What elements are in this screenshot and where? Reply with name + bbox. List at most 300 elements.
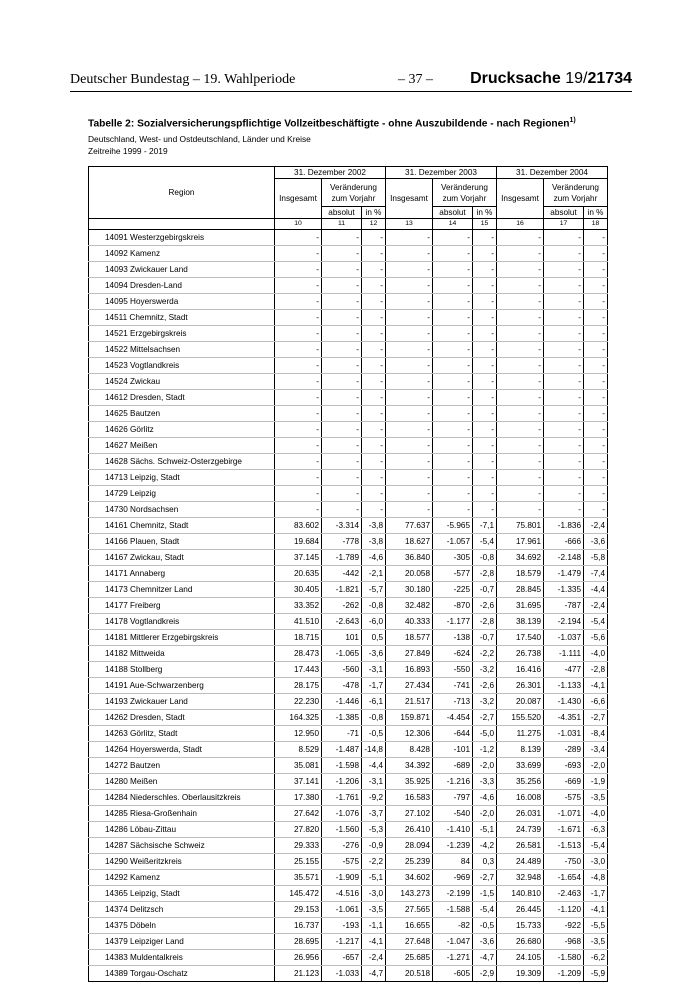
- value-cell: -477: [544, 662, 584, 678]
- value-cell: 20.518: [386, 966, 433, 982]
- value-cell: -: [433, 438, 473, 454]
- value-cell: -5,1: [362, 870, 386, 886]
- value-cell: -: [322, 486, 362, 502]
- value-cell: -: [584, 470, 608, 486]
- value-cell: -: [362, 310, 386, 326]
- region-cell: 14094 Dresden-Land: [89, 278, 275, 294]
- value-cell: -2.643: [322, 614, 362, 630]
- value-cell: 33.352: [275, 598, 322, 614]
- value-cell: -3,1: [362, 662, 386, 678]
- region-cell: 14612 Dresden, Stadt: [89, 390, 275, 406]
- value-cell: -: [386, 422, 433, 438]
- region-cell: 14374 Delitzsch: [89, 902, 275, 918]
- value-cell: -: [386, 310, 433, 326]
- value-cell: -: [544, 246, 584, 262]
- data-table: [88, 166, 608, 982]
- value-cell: -1.909: [322, 870, 362, 886]
- value-cell: -: [497, 326, 544, 342]
- page-header: [70, 70, 632, 92]
- value-cell: -: [497, 230, 544, 246]
- value-cell: 40.333: [386, 614, 433, 630]
- value-cell: 140.810: [497, 886, 544, 902]
- region-cell: 14522 Mittelsachsen: [89, 342, 275, 358]
- value-cell: -262: [322, 598, 362, 614]
- value-cell: -3,4: [584, 742, 608, 758]
- value-cell: -1,1: [362, 918, 386, 934]
- value-cell: -2.194: [544, 614, 584, 630]
- value-cell: -: [386, 230, 433, 246]
- value-cell: -1.479: [544, 566, 584, 582]
- value-cell: -101: [433, 742, 473, 758]
- value-cell: -: [433, 422, 473, 438]
- value-cell: -2,0: [584, 758, 608, 774]
- col-header-absolut: absolut: [322, 207, 362, 219]
- col-header-insgesamt: Insgesamt: [386, 179, 433, 219]
- value-cell: 17.380: [275, 790, 322, 806]
- value-cell: 33.699: [497, 758, 544, 774]
- value-cell: 25.155: [275, 854, 322, 870]
- value-cell: -: [497, 294, 544, 310]
- value-cell: -1,5: [473, 886, 497, 902]
- value-cell: 24.489: [497, 854, 544, 870]
- value-cell: -5,4: [584, 614, 608, 630]
- col-header-veraenderung: Veränderung zum Vorjahr: [322, 179, 386, 207]
- value-cell: -: [473, 502, 497, 518]
- value-cell: -1.513: [544, 838, 584, 854]
- value-cell: -713: [433, 694, 473, 710]
- value-cell: -: [275, 470, 322, 486]
- value-cell: -1.761: [322, 790, 362, 806]
- header-publication: Deutscher Bundestag – 19. Wahlperiode: [70, 72, 296, 87]
- value-cell: -4.351: [544, 710, 584, 726]
- header-doc-period: 19/: [565, 70, 588, 87]
- value-cell: -: [497, 454, 544, 470]
- value-cell: -4,7: [362, 966, 386, 982]
- value-cell: -689: [433, 758, 473, 774]
- value-cell: -: [584, 454, 608, 470]
- value-cell: -71: [322, 726, 362, 742]
- value-cell: -3,8: [362, 518, 386, 534]
- value-cell: 35.256: [497, 774, 544, 790]
- value-cell: -: [473, 422, 497, 438]
- value-cell: -: [544, 374, 584, 390]
- value-cell: -605: [433, 966, 473, 982]
- value-cell: -6,0: [362, 614, 386, 630]
- col-header-date-2004: 31. Dezember 2004: [497, 167, 608, 179]
- region-cell: 14626 Görlitz: [89, 422, 275, 438]
- value-cell: -305: [433, 550, 473, 566]
- table-row: [89, 694, 608, 710]
- value-cell: -9,2: [362, 790, 386, 806]
- value-cell: 35.571: [275, 870, 322, 886]
- value-cell: 26.301: [497, 678, 544, 694]
- value-cell: -778: [322, 534, 362, 550]
- value-cell: -: [322, 406, 362, 422]
- value-cell: -0,5: [362, 726, 386, 742]
- region-cell: 14524 Zwickau: [89, 374, 275, 390]
- value-cell: -870: [433, 598, 473, 614]
- value-cell: -: [584, 294, 608, 310]
- value-cell: -: [275, 406, 322, 422]
- value-cell: -: [322, 326, 362, 342]
- value-cell: 84: [433, 854, 473, 870]
- value-cell: -: [386, 246, 433, 262]
- value-cell: -: [275, 310, 322, 326]
- value-cell: -: [275, 502, 322, 518]
- col-header-date-2002: 31. Dezember 2002: [275, 167, 386, 179]
- value-cell: -1.216: [433, 774, 473, 790]
- value-cell: -575: [322, 854, 362, 870]
- value-cell: -624: [433, 646, 473, 662]
- region-cell: 14379 Leipziger Land: [89, 934, 275, 950]
- value-cell: -: [584, 406, 608, 422]
- value-cell: -: [497, 502, 544, 518]
- value-cell: 35.081: [275, 758, 322, 774]
- value-cell: -: [362, 502, 386, 518]
- value-cell: -4,4: [584, 582, 608, 598]
- value-cell: -1.487: [322, 742, 362, 758]
- value-cell: -: [433, 246, 473, 262]
- region-cell: 14730 Nordsachsen: [89, 502, 275, 518]
- value-cell: -1.560: [322, 822, 362, 838]
- value-cell: -: [322, 278, 362, 294]
- table-row: [89, 246, 608, 262]
- value-cell: 159.871: [386, 710, 433, 726]
- region-cell: 14178 Vogtlandkreis: [89, 614, 275, 630]
- table-row: [89, 886, 608, 902]
- value-cell: -138: [433, 630, 473, 646]
- value-cell: 28.845: [497, 582, 544, 598]
- value-cell: 20.058: [386, 566, 433, 582]
- value-cell: -: [362, 294, 386, 310]
- value-cell: 34.602: [386, 870, 433, 886]
- value-cell: -4,1: [584, 902, 608, 918]
- value-cell: -5.965: [433, 518, 473, 534]
- region-cell: 14093 Zwickauer Land: [89, 262, 275, 278]
- value-cell: -: [473, 278, 497, 294]
- value-cell: 17.443: [275, 662, 322, 678]
- value-cell: -: [584, 230, 608, 246]
- value-cell: -2.463: [544, 886, 584, 902]
- value-cell: -: [473, 438, 497, 454]
- value-cell: 17.540: [497, 630, 544, 646]
- value-cell: -1,9: [584, 774, 608, 790]
- value-cell: -1.836: [544, 518, 584, 534]
- value-cell: 31.695: [497, 598, 544, 614]
- value-cell: -: [544, 230, 584, 246]
- value-cell: 155.520: [497, 710, 544, 726]
- value-cell: -: [544, 422, 584, 438]
- value-cell: -1.789: [322, 550, 362, 566]
- region-cell: 14383 Muldentalkreis: [89, 950, 275, 966]
- value-cell: -: [497, 262, 544, 278]
- value-cell: -4.454: [433, 710, 473, 726]
- value-cell: -0,9: [362, 838, 386, 854]
- value-cell: 27.434: [386, 678, 433, 694]
- value-cell: -: [386, 374, 433, 390]
- value-cell: -575: [544, 790, 584, 806]
- value-cell: -: [386, 326, 433, 342]
- value-cell: 34.392: [386, 758, 433, 774]
- value-cell: 30.405: [275, 582, 322, 598]
- value-cell: -1.385: [322, 710, 362, 726]
- value-cell: -: [322, 438, 362, 454]
- value-cell: 0,5: [362, 630, 386, 646]
- value-cell: -1.410: [433, 822, 473, 838]
- value-cell: -: [433, 342, 473, 358]
- region-cell: 14285 Riesa-Großenhain: [89, 806, 275, 822]
- region-cell: 14287 Sächsische Schweiz: [89, 838, 275, 854]
- value-cell: 34.692: [497, 550, 544, 566]
- value-cell: -: [584, 278, 608, 294]
- value-cell: 41.510: [275, 614, 322, 630]
- value-cell: -14,8: [362, 742, 386, 758]
- value-cell: -0,8: [473, 550, 497, 566]
- value-cell: -1.821: [322, 582, 362, 598]
- value-cell: -478: [322, 678, 362, 694]
- table-row: [89, 966, 608, 982]
- value-cell: -1.209: [544, 966, 584, 982]
- value-cell: -1.580: [544, 950, 584, 966]
- value-cell: 15.733: [497, 918, 544, 934]
- value-cell: -: [275, 390, 322, 406]
- table-row: [89, 678, 608, 694]
- value-cell: -: [584, 502, 608, 518]
- value-cell: -: [584, 422, 608, 438]
- col-header-veraenderung: Veränderung zum Vorjahr: [433, 179, 497, 207]
- table-row: [89, 950, 608, 966]
- value-cell: -: [322, 294, 362, 310]
- table-subtitle-scope: Deutschland, West- und Ostdeutschland, Länder und Kreise: [88, 134, 311, 144]
- region-cell: 14511 Chemnitz, Stadt: [89, 310, 275, 326]
- value-cell: -: [322, 454, 362, 470]
- region-cell: 14182 Mittweida: [89, 646, 275, 662]
- col-header-insgesamt: Insgesamt: [275, 179, 322, 219]
- table-row: [89, 342, 608, 358]
- value-cell: -: [362, 438, 386, 454]
- value-cell: -: [584, 246, 608, 262]
- value-cell: -: [275, 230, 322, 246]
- table-row: [89, 518, 608, 534]
- value-cell: -: [473, 486, 497, 502]
- col-header-absolut: absolut: [433, 207, 473, 219]
- value-cell: -1.671: [544, 822, 584, 838]
- value-cell: -: [386, 278, 433, 294]
- value-cell: 16.655: [386, 918, 433, 934]
- col-number: 10: [275, 219, 322, 230]
- value-cell: -: [473, 470, 497, 486]
- col-header-absolut: absolut: [544, 207, 584, 219]
- value-cell: -: [473, 230, 497, 246]
- value-cell: -276: [322, 838, 362, 854]
- table-row: [89, 774, 608, 790]
- value-cell: 24.739: [497, 822, 544, 838]
- value-cell: 30.180: [386, 582, 433, 598]
- value-cell: -0,7: [473, 582, 497, 598]
- value-cell: -: [473, 454, 497, 470]
- value-cell: -3,2: [473, 662, 497, 678]
- region-cell: 14173 Chemnitzer Land: [89, 582, 275, 598]
- value-cell: -: [275, 486, 322, 502]
- value-cell: 16.583: [386, 790, 433, 806]
- col-header-veraenderung: Veränderung zum Vorjahr: [544, 179, 608, 207]
- value-cell: -5,4: [584, 838, 608, 854]
- value-cell: -3,6: [362, 646, 386, 662]
- value-cell: -5,8: [584, 550, 608, 566]
- value-cell: -577: [433, 566, 473, 582]
- value-cell: -1.047: [433, 934, 473, 950]
- header-doc-id: 21734: [587, 70, 632, 87]
- value-cell: -: [433, 310, 473, 326]
- value-cell: -5,5: [584, 918, 608, 934]
- value-cell: 36.840: [386, 550, 433, 566]
- value-cell: 20.087: [497, 694, 544, 710]
- value-cell: -: [362, 358, 386, 374]
- value-cell: -: [362, 390, 386, 406]
- value-cell: -: [544, 438, 584, 454]
- col-number: 16: [497, 219, 544, 230]
- col-header-date-2003: 31. Dezember 2003: [386, 167, 497, 179]
- value-cell: -: [473, 246, 497, 262]
- value-cell: -: [275, 262, 322, 278]
- value-cell: -: [322, 374, 362, 390]
- value-cell: 0,3: [473, 854, 497, 870]
- table-row: [89, 614, 608, 630]
- region-cell: 14166 Plauen, Stadt: [89, 534, 275, 550]
- value-cell: -: [362, 262, 386, 278]
- value-cell: -1.446: [322, 694, 362, 710]
- value-cell: 37.145: [275, 550, 322, 566]
- table-row: [89, 326, 608, 342]
- value-cell: -: [275, 358, 322, 374]
- value-cell: 26.445: [497, 902, 544, 918]
- value-cell: -: [275, 422, 322, 438]
- value-cell: -: [275, 374, 322, 390]
- value-cell: -: [497, 486, 544, 502]
- table-row: [89, 486, 608, 502]
- value-cell: 20.635: [275, 566, 322, 582]
- value-cell: -: [362, 230, 386, 246]
- value-cell: -: [386, 262, 433, 278]
- value-cell: 27.820: [275, 822, 322, 838]
- value-cell: 27.642: [275, 806, 322, 822]
- value-cell: -8,4: [584, 726, 608, 742]
- value-cell: -: [322, 390, 362, 406]
- region-cell: 14523 Vogtlandkreis: [89, 358, 275, 374]
- value-cell: -2,8: [473, 614, 497, 630]
- region-cell: 14521 Erzgebirgskreis: [89, 326, 275, 342]
- value-cell: -: [584, 390, 608, 406]
- col-number: 17: [544, 219, 584, 230]
- value-cell: -1.217: [322, 934, 362, 950]
- value-cell: -: [386, 454, 433, 470]
- value-cell: -1.177: [433, 614, 473, 630]
- value-cell: -: [433, 294, 473, 310]
- value-cell: -: [584, 262, 608, 278]
- region-cell: 14264 Hoyerswerda, Stadt: [89, 742, 275, 758]
- value-cell: -4,1: [362, 934, 386, 950]
- value-cell: 35.925: [386, 774, 433, 790]
- value-cell: -3,2: [473, 694, 497, 710]
- region-cell: 14290 Weißeritzkreis: [89, 854, 275, 870]
- value-cell: -: [386, 294, 433, 310]
- value-cell: 164.325: [275, 710, 322, 726]
- value-cell: -4,6: [362, 550, 386, 566]
- value-cell: -1.065: [322, 646, 362, 662]
- value-cell: 77.637: [386, 518, 433, 534]
- table-row: [89, 902, 608, 918]
- value-cell: -3.314: [322, 518, 362, 534]
- value-cell: -: [584, 326, 608, 342]
- value-cell: -4,0: [584, 806, 608, 822]
- value-cell: 8.529: [275, 742, 322, 758]
- value-cell: -2,9: [473, 966, 497, 982]
- table-row: [89, 646, 608, 662]
- value-cell: -3,8: [362, 534, 386, 550]
- value-cell: 16.416: [497, 662, 544, 678]
- value-cell: 19.309: [497, 966, 544, 982]
- table-row: [89, 454, 608, 470]
- value-cell: -1.057: [433, 534, 473, 550]
- value-cell: 26.581: [497, 838, 544, 854]
- table-row: [89, 550, 608, 566]
- region-cell: 14193 Zwickauer Land: [89, 694, 275, 710]
- value-cell: -: [386, 502, 433, 518]
- value-cell: -: [433, 390, 473, 406]
- value-cell: -: [473, 262, 497, 278]
- table-body: [89, 230, 608, 982]
- value-cell: -1.588: [433, 902, 473, 918]
- region-cell: 14091 Westerzgebirgskreis: [89, 230, 275, 246]
- value-cell: -: [473, 310, 497, 326]
- value-cell: -: [433, 230, 473, 246]
- value-cell: -4.516: [322, 886, 362, 902]
- header-document-number: [470, 70, 632, 88]
- value-cell: -5,1: [473, 822, 497, 838]
- value-cell: -: [544, 454, 584, 470]
- value-cell: -2,6: [473, 678, 497, 694]
- value-cell: -: [544, 278, 584, 294]
- table-row: [89, 534, 608, 550]
- table-title: [88, 117, 576, 129]
- table-row: [89, 262, 608, 278]
- value-cell: 11.275: [497, 726, 544, 742]
- table-row: [89, 598, 608, 614]
- value-cell: 83.602: [275, 518, 322, 534]
- value-cell: -3,5: [584, 934, 608, 950]
- value-cell: 28.695: [275, 934, 322, 950]
- value-cell: -644: [433, 726, 473, 742]
- col-header-insgesamt: Insgesamt: [497, 179, 544, 219]
- region-cell: 14365 Leipzig, Stadt: [89, 886, 275, 902]
- value-cell: -5,9: [584, 966, 608, 982]
- value-cell: -: [275, 294, 322, 310]
- value-cell: -2,4: [584, 518, 608, 534]
- value-cell: -3,6: [473, 934, 497, 950]
- value-cell: -1.120: [544, 902, 584, 918]
- table-header: [89, 167, 608, 230]
- value-cell: -: [544, 406, 584, 422]
- value-cell: -6,1: [362, 694, 386, 710]
- value-cell: -: [433, 278, 473, 294]
- value-cell: 8.428: [386, 742, 433, 758]
- value-cell: 27.102: [386, 806, 433, 822]
- region-cell: 14263 Görlitz, Stadt: [89, 726, 275, 742]
- value-cell: 27.648: [386, 934, 433, 950]
- value-cell: -657: [322, 950, 362, 966]
- value-cell: 18.715: [275, 630, 322, 646]
- value-cell: -: [362, 326, 386, 342]
